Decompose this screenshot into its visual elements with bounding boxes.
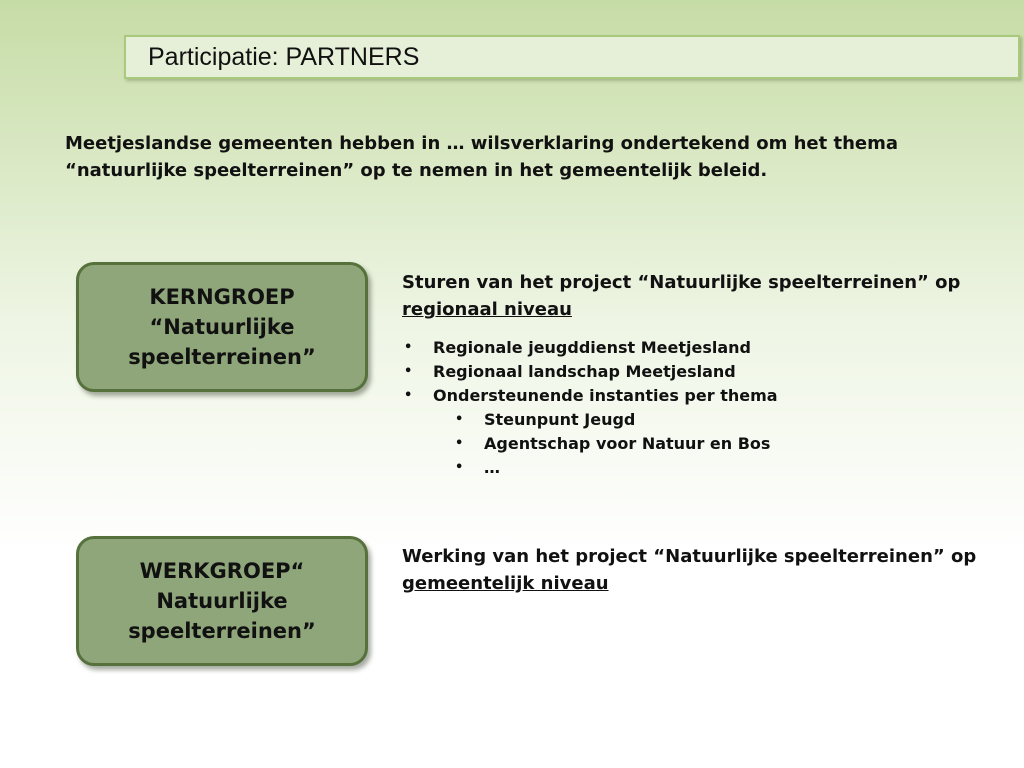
kerngroep-description-emphasis: regionaal niveau <box>402 299 572 320</box>
werkgroep-description <box>402 543 1002 597</box>
bullet-icon: • <box>404 364 413 379</box>
bullet-icon: • <box>455 412 464 427</box>
list-item-label: Agentschap voor Natuur en Bos <box>484 434 771 453</box>
title-bar <box>124 35 1020 79</box>
werkgroep-description-text: Werking van het project “Natuurlijke speelterreinen” op <box>402 546 977 567</box>
kerngroep-box: KERNGROEP “Natuurlijke speelterreinen” <box>76 262 368 392</box>
list-item-label: Ondersteunende instanties per thema <box>433 386 778 405</box>
list-item <box>402 336 1002 360</box>
kerngroep-description-text: Sturen van het project “Natuurlijke speelterreinen” op <box>402 272 961 293</box>
intro-text: Meetjeslandse gemeenten hebben in … wilsverklaring ondertekend om het thema “natuurlijke speelterreinen” op te nemen in het gemeentelijk beleid. <box>65 133 899 181</box>
bullet-icon: • <box>455 460 464 475</box>
list-item <box>402 360 1002 384</box>
werkgroep-box: WERKGROEP“ Natuurlijke speelterreinen” <box>76 536 368 666</box>
bullet-icon: • <box>404 388 413 403</box>
kerngroep-description <box>402 269 1002 323</box>
list-item-label: Regionaal landschap Meetjesland <box>433 362 736 381</box>
sub-list-item <box>402 432 1002 456</box>
bullet-icon: • <box>404 340 413 355</box>
slide-title: Participatie: PARTNERS <box>148 43 420 71</box>
list-item-label: … <box>484 458 500 477</box>
sub-list-item <box>402 408 1002 432</box>
bullet-icon: • <box>455 436 464 451</box>
list-item <box>402 384 1002 408</box>
kerngroep-partner-list <box>402 336 1002 480</box>
list-item-label: Regionale jeugddienst Meetjesland <box>433 338 752 357</box>
sub-list-item <box>402 456 1002 480</box>
werkgroep-description-emphasis: gemeentelijk niveau <box>402 573 609 594</box>
list-item-label: Steunpunt Jeugd <box>484 410 636 429</box>
